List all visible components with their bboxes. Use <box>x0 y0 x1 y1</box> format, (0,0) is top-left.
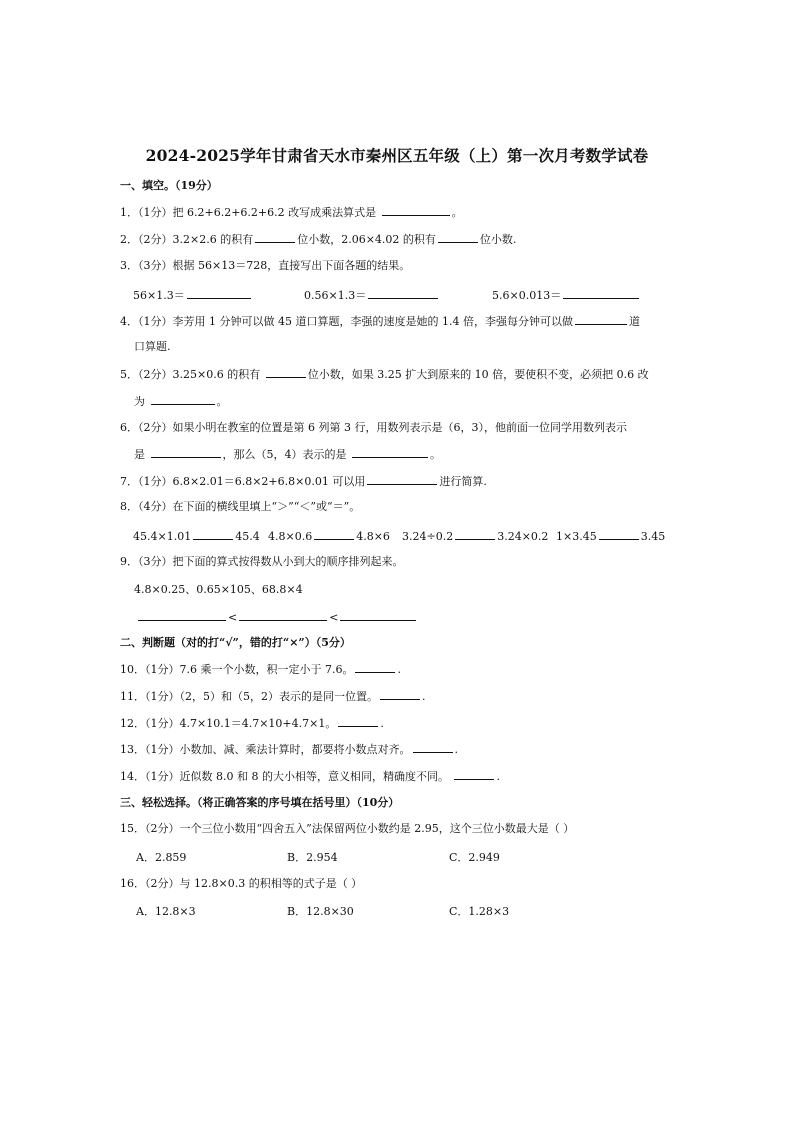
question-3: 3．（3分）根据 56×13＝728，直接写出下面各题的结果。 <box>120 259 411 272</box>
compare-item-1 <box>133 528 260 543</box>
period: . <box>397 663 401 676</box>
question-9: 9．（3分）把下面的算式按得数从小到大的顺序排列起来。 <box>120 555 404 568</box>
answer-blank[interactable] <box>413 741 453 753</box>
answer-blank[interactable] <box>193 528 233 540</box>
answer-blank[interactable] <box>266 366 306 378</box>
question-3-item-3 <box>492 287 641 303</box>
period: . <box>380 717 384 730</box>
question-text-end: 道 <box>628 315 640 328</box>
answer-blank[interactable] <box>314 528 354 540</box>
answer-blank[interactable] <box>380 688 420 700</box>
question-2 <box>120 231 516 248</box>
period: . <box>454 743 458 756</box>
expression: 0.56×1.3＝ <box>304 289 367 302</box>
question-text: 位小数. <box>479 233 517 246</box>
question-10 <box>120 661 401 678</box>
question-1 <box>120 204 463 221</box>
answer-blank[interactable] <box>138 609 226 621</box>
section-heading-multiple-choice: 三、轻松选择。（将正确答案的序号填在括号里）（10分） <box>120 796 400 809</box>
expression-left: 45.4×1.01 <box>133 530 192 543</box>
question-text: 13．（1分）小数加、减、乘法计算时，都要将小数点对齐。 <box>120 743 411 756</box>
answer-blank[interactable] <box>382 204 450 216</box>
question-9-expressions: 4.8×0.25、0.65×105、68.8×4 <box>134 583 303 596</box>
page-title: 2024-2025学年甘肃省天水市秦州区五年级（上）第一次月考数学试卷 <box>145 146 649 165</box>
answer-blank[interactable] <box>368 287 438 299</box>
question-14 <box>120 768 500 785</box>
answer-blank[interactable] <box>187 287 251 299</box>
question-3-item-1 <box>133 287 253 303</box>
option-a[interactable]: A．12.8×3 <box>136 905 196 918</box>
answer-blank[interactable] <box>355 661 395 673</box>
question-7 <box>120 473 487 490</box>
question-text: 位小数，如果 3.25 扩大到原来的 10 倍，要使积不变，必须把 0.6 改 <box>307 368 649 381</box>
question-text: 14．（1分）近似数 8.0 和 8 的大小相等，意义相同，精确度不同。 <box>120 770 449 783</box>
answer-blank[interactable] <box>338 715 378 727</box>
question-12 <box>120 715 384 732</box>
answer-blank[interactable] <box>340 609 416 621</box>
answer-blank[interactable] <box>563 287 639 299</box>
question-text: 位小数，2.06×4.02 的积有 <box>297 233 436 246</box>
question-text-end: 进行简算. <box>439 475 487 488</box>
expression-right: 3.45 <box>640 530 666 543</box>
option-b[interactable]: B．12.8×30 <box>287 905 354 918</box>
question-text: 10．（1分）7.6 乘一个小数，积一定小于 7.6。 <box>120 663 354 676</box>
question-text: 2．（2分）3.2×2.6 的积有 <box>120 233 254 246</box>
answer-blank[interactable] <box>151 446 221 458</box>
expression: 5.6×0.013＝ <box>492 289 562 302</box>
expression-right: 3.24×0.2 <box>497 530 549 543</box>
question-text: ，那么（5，4）表示的是 <box>222 448 347 461</box>
question-text-end: 。 <box>430 448 441 461</box>
question-5 <box>120 366 649 383</box>
question-text: 1．（1分）把 6.2+6.2+6.2+6.2 改写成乘法算式是 <box>120 206 377 219</box>
question-text: 5．（2分）3.25×0.6 的积有 <box>120 368 261 381</box>
compare-item-2 <box>268 528 390 543</box>
question-text: 4．（1分）李芳用 1 分钟可以做 45 道口算题，李强的速度是她的 1.4 倍，李强每分钟可以做 <box>120 315 573 328</box>
question-11 <box>120 688 426 705</box>
period: . <box>496 770 500 783</box>
option-c[interactable]: C．2.949 <box>449 851 500 864</box>
question-text: 11．（1分）（2，5）和（5，2）表示的是同一位置。 <box>120 690 378 703</box>
answer-blank[interactable] <box>239 609 327 621</box>
question-8: 8．（4分）在下面的横线里填上“＞”“＜”或“＝”。 <box>120 500 361 513</box>
option-c[interactable]: C．1.28×3 <box>449 905 510 918</box>
question-text: 7．（1分）6.8×2.01＝6.8×2+6.8×0.01 可以用 <box>120 475 366 488</box>
section-heading-fill-blank: 一、填空。（19分） <box>120 179 218 192</box>
question-text-end: 。 <box>451 206 463 219</box>
answer-blank[interactable] <box>367 473 437 485</box>
expression-left: 1×3.45 <box>556 530 597 543</box>
compare-item-3 <box>402 528 548 543</box>
period: . <box>422 690 426 703</box>
expression-left: 4.8×0.6 <box>268 530 313 543</box>
answer-blank[interactable] <box>575 313 627 325</box>
question-6: 6．（2分）如果小明在教室的位置是第 6 列第 3 行，用数列表示是（6，3），他前面一位同学用数列表示 <box>120 421 627 434</box>
question-9-order <box>136 609 418 624</box>
question-text-end: 。 <box>216 395 228 408</box>
question-3-item-2 <box>304 287 440 303</box>
answer-blank[interactable] <box>455 528 495 540</box>
less-than-sign: < <box>329 611 339 624</box>
question-6-continued <box>134 446 441 463</box>
question-text: 是 <box>134 448 145 461</box>
expression-left: 3.24÷0.2 <box>402 530 454 543</box>
question-text: 12．（1分）4.7×10.1＝4.7×10+4.7×1。 <box>120 717 337 730</box>
compare-item-4 <box>556 528 665 543</box>
less-than-sign: < <box>228 611 238 624</box>
question-text: 为 <box>134 395 145 408</box>
question-4-continued: 口算题. <box>134 340 171 353</box>
expression-right: 4.8×6 <box>356 530 390 543</box>
expression-right: 45.4 <box>235 530 260 543</box>
section-heading-true-false: 二、判断题（对的打“√”，错的打“×”）（5分） <box>120 636 351 649</box>
option-b[interactable]: B．2.954 <box>287 851 338 864</box>
answer-blank[interactable] <box>151 393 215 405</box>
question-15: 15．（2分）一个三位小数用“四舍五入”法保留两位小数约是 2.95，这个三位小数最大是（ ） <box>120 822 575 835</box>
answer-blank[interactable] <box>438 231 478 243</box>
option-a[interactable]: A．2.859 <box>136 851 187 864</box>
answer-blank[interactable] <box>599 528 639 540</box>
question-16: 16．（2分）与 12.8×0.3 的积相等的式子是（ ） <box>120 877 363 890</box>
question-5-continued <box>134 393 228 410</box>
question-13 <box>120 741 458 758</box>
answer-blank[interactable] <box>454 768 494 780</box>
question-4 <box>120 313 640 330</box>
answer-blank[interactable] <box>255 231 295 243</box>
expression: 56×1.3＝ <box>133 289 185 302</box>
answer-blank[interactable] <box>352 446 428 458</box>
